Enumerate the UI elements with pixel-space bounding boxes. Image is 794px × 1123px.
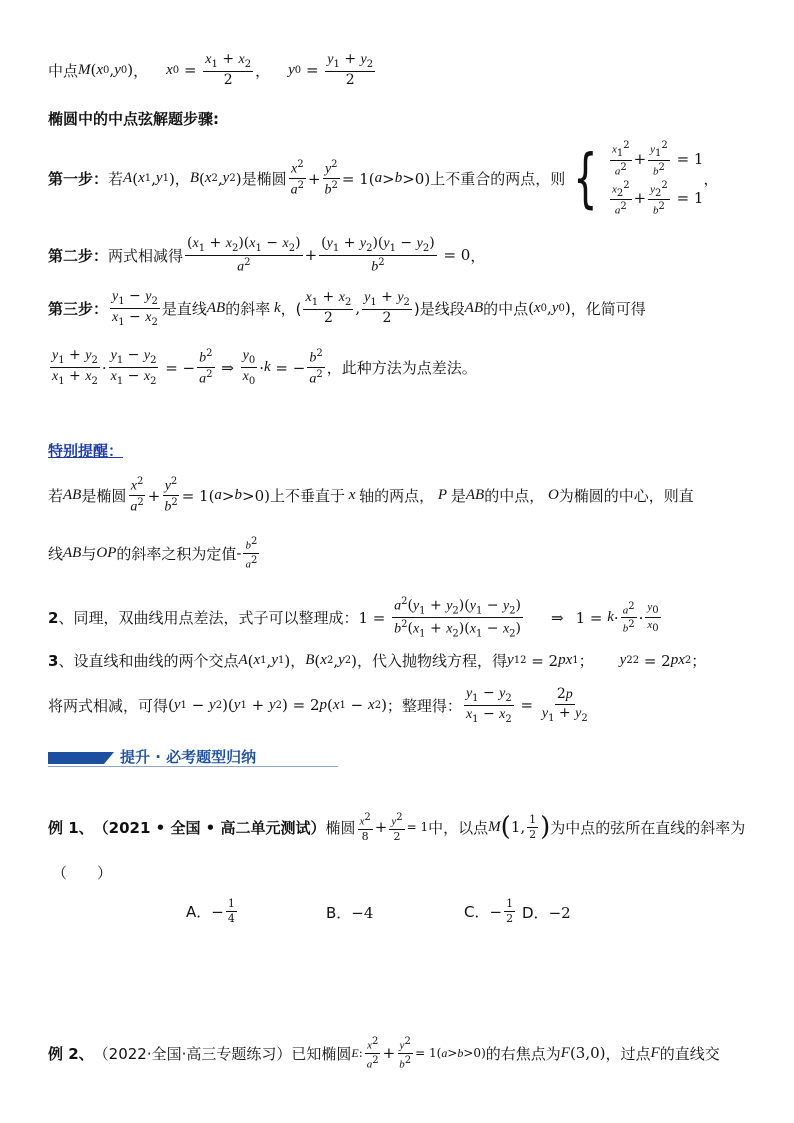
text: )是线段 [413,299,465,318]
text: ， [255,61,271,80]
implies-arrow: ⇒ [551,608,564,627]
example-one: 例 1、 （2021 • 全国 • 高二单元测试） 椭圆 $\frac{x^2}{8}$ + $\frac{y^2}{2}$ = 1 中，以点 M ( 1, $\frac{1}{2}$ ) 为中点的弦所在直线的斜率为 [48,812,746,843]
option-label: A． [186,903,212,922]
equation-system: { $\frac{x_1^2}{a^2}$ + $\frac{y_1^2}{b^2}$ = 1 $\frac{x_2^2}{a^2}$ + $\frac{y_2^2}{b^2}$ = 1 [573,140,704,218]
item-number: 3 [48,651,59,670]
option-value: −2 [548,903,571,922]
text: ，( [280,299,302,318]
option-label: D． [522,904,549,922]
text: 线 [48,544,64,563]
text: 的右焦点为 [485,1044,561,1063]
text: 将两式相减，可得 [48,696,169,715]
reminder-line-2: 线 AB 与 OP 的斜率之积为定值 - $\frac{b^2}{a^2}$ [48,536,258,571]
answer-paren: （ ） [52,864,113,882]
text: ， [703,170,719,189]
step-two: 第二步： 两式相减得 $\frac{(x_1 + x_2)(x_1 - x_2)}{a^2}$ + $\frac{(y_1 + y_2)(y_1 - y_2)}{b^2}$ = 0 ， [48,235,486,275]
text: 、同理，双曲线用点差法，式子可以整理成： [58,609,359,628]
option-label: C． [464,903,490,922]
midpoint-definition-line: 中点 M ( x 0 , y 0 ) ， x 0 = $\frac{x_1 + x_2}{2}$ ， y 0 = $\frac{y_1 + y_2}{2}$ [48,51,374,88]
text: 为椭圆的中心，则直 [558,487,694,506]
text: ， [133,61,149,80]
text: 的直线交 [659,1044,720,1063]
step-three: 第三步： $\frac{y_1 - y_2}{x_1 - x_2}$ 是直线 AB 的斜率 k ，( $\frac{x_1 + x_2}{2}$ , $\frac{y_1 + y_2}{2}$ )是线段 AB 的中点 ( x 0 , y 0 ) ，化简可得 [48,288,646,328]
banner-rule [48,766,338,767]
text: 已知椭圆 [291,1044,352,1063]
text: ；整理得： [386,696,462,715]
text: ，此种方法为点差法。 [326,359,477,378]
step-one: 第一步： 若 A ( x 1 , y 1 ) ， B ( x 2 , y 2 ) 是椭圆 $\frac{x^2}{a^2}$ + $\frac{y^2}{b^2}$ = 1( a > b >0) 上不重合的两点，则 { $\frac{x_1^2}{a^2}$ + $\frac{y_1^2}{b^2}$ = 1 $\frac{x_2^2}{a^2}$ + $\frac{y_2^2}{b^2}$ = 1 ， [48,140,719,218]
banner-triangle [104,752,114,764]
text: 、设直线和曲线的两个交点 [58,652,239,670]
item-three-result: 将两式相减，可得 ( y 1 − y 2 )( y 1 + y 2 ) = 2 p ( x 1 − x 2 ) ；整理得： $\frac{y_1 - y_2}{x_1 - x_2}$ = $\frac{2p}{y_1 + y_2}$ [48,685,588,725]
text: 中，以点 [428,818,489,837]
text: ，代入抛物线方程，得 [357,652,508,670]
steps-heading: 椭圆中的中点弦解题步骤: [48,110,219,128]
text: 上不重合的两点，则 [430,170,566,189]
option-label: B． [326,904,352,922]
step-label: 第三步： [48,299,109,318]
example-two: 例 2、 （2022·全国·高三专题练习） 已知椭圆 E : $\frac{x^2}{a^2}$ + $\frac{y^2}{b^2}$ = 1( a > b >0) 的右焦点为 F (3,0) ，过点 F 的直线交 [48,1036,720,1071]
example-source: （2022·全国·高三专题练习） [93,1044,292,1063]
text: 的中点 [483,299,529,318]
option-c[interactable]: C． − $\frac{1}{2}$ [464,897,514,926]
text: 的斜率之积为定值 [116,544,237,563]
option-d[interactable] [522,902,571,923]
example-label: 例 2、 [48,1044,94,1063]
item-number: 2 [48,608,59,627]
reminder-title [48,440,754,461]
text: ，过点 [605,1044,651,1063]
section-banner [48,746,338,768]
step-label: 第一步： [48,170,109,189]
banner-block [48,752,104,764]
step-three-result: $\frac{y_1 + y_2}{x_1 + x_2}$ · $\frac{y_1 - y_2}{x_1 - x_2}$ = − $\frac{b^2}{a^2}$ ⇒ $\frac{y_0}{x_0}$ · k = − $\frac{b^2}{a^2}$ ，此种方法为点差法。 [52,347,477,387]
option-value: −4 [351,903,374,922]
text: 为中点的弦所在直线的斜率为 [550,818,746,837]
text: 中点 [48,61,79,80]
text: 的中点， [484,487,545,506]
fraction: $\frac{x_1 + x_2}{2}$ [205,51,252,88]
reminder-heading: 特别提醒： [48,442,124,460]
text: 是直线 [161,299,207,318]
item-two: 2 、同理，双曲线用点差法，式子可以整理成： 1 = $\frac{a^2(y_1 + y_2)(y_1 - y_2)}{b^2(x_1 + x_2)(x_1 - x_2)}$ ⇒ 1 = k · $\frac{a^2}{b^2}$ · $\frac{y_0}{x_0}$ [48,596,659,640]
text: ； [578,652,594,670]
option-b[interactable] [326,902,373,923]
text: 是 [450,487,466,506]
text: ； [691,652,707,670]
option-a[interactable]: A． − $\frac{1}{4}$ [186,897,235,926]
text: ， [290,652,306,670]
text: 的斜率 [225,299,271,318]
text: 两式相减得 [108,246,184,265]
text: 是椭圆 [81,487,127,506]
text: 若 [108,170,124,189]
text: 若 [48,487,64,506]
section-title: 提升 · 必考题型归纳 [120,748,257,766]
math-midpoint: M [78,61,91,78]
reminder-line-1: 若 AB 是椭圆 $\frac{x^2}{a^2}$ + $\frac{y^2}{b^2}$ = 1( a > b >0) 上不垂直于 x 轴的两点， P 是 AB 的中点， O 为椭圆的中心，则直 [48,476,694,515]
item-three: 3 、设直线和曲线的两个交点 A ( x 1 , y 1 ) ， B ( x 2 , y 2 ) ，代入抛物线方程，得 y 1 2 = 2 px 1 ； y 2 2 = 2 px 2 ； [48,651,707,670]
example-source: （2021 • 全国 • 高二单元测试） [93,818,326,837]
text: 与 [81,544,97,563]
example-label: 例 1、 [48,818,94,837]
text: ， [470,246,486,265]
text: 是椭圆 [241,170,287,189]
step-label: 第二步： [48,246,109,265]
text: 轴的两点， [359,487,435,506]
text: ，化简可得 [570,299,646,318]
text: 上不垂直于 [269,487,345,506]
text: 椭圆 [325,818,356,837]
fraction: $\frac{y_1 + y_2}{2}$ [327,51,374,88]
text: ， [174,170,190,189]
